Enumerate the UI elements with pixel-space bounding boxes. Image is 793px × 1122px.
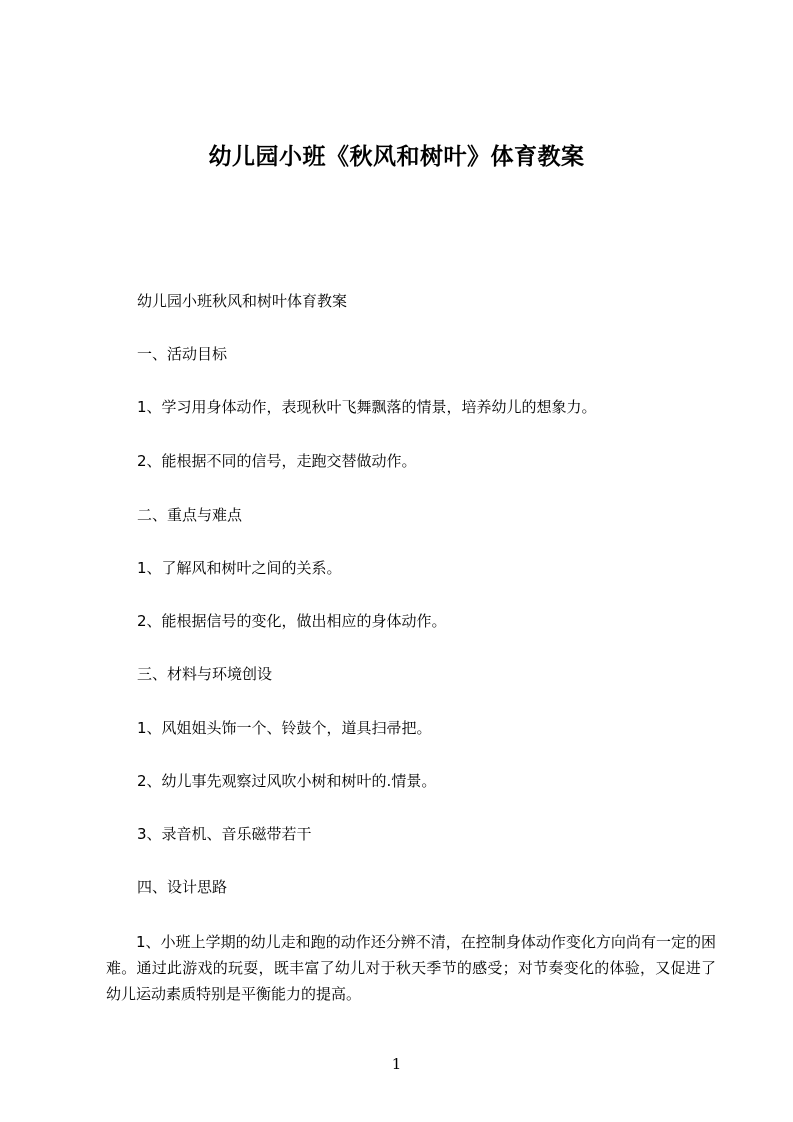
material-item-3: 3、录音机、音乐磁带若干 (137, 825, 312, 843)
key-point-item-1: 1、了解风和树叶之间的关系。 (137, 559, 342, 577)
design-paragraph: 1、小班上学期的幼儿走和跑的动作还分辨不清，在控制身体动作变化方向尚有一定的困难。通过此游戏的玩耍，既丰富了幼儿对于秋天季节的感受；对节奏变化的体验，又促进了幼儿运动素质特别是平衡能力的提高。 (106, 933, 716, 1003)
page-number: 1 (391, 1055, 402, 1073)
key-point-item-2: 2、能根据信号的变化，做出相应的身体动作。 (137, 612, 447, 630)
goal-item-2: 2、能根据不同的信号，走跑交替做动作。 (137, 452, 417, 470)
section-heading-materials: 三、材料与环境创设 (137, 665, 273, 683)
document-title: 幼儿园小班《秋风和树叶》体育教案 (208, 144, 585, 170)
subtitle-line: 幼儿园小班秋风和树叶体育教案 (137, 292, 348, 310)
section-heading-key-points: 二、重点与难点 (137, 506, 243, 524)
section-heading-goals: 一、活动目标 (137, 345, 228, 363)
material-item-1: 1、风姐姐头饰一个、铃鼓个，道具扫帚把。 (137, 719, 432, 737)
material-item-2: 2、幼儿事先观察过风吹小树和树叶的.情景。 (137, 772, 437, 790)
goal-item-1: 1、学习用身体动作，表现秋叶飞舞飘落的情景，培养幼儿的想象力。 (137, 398, 597, 416)
section-heading-design: 四、设计思路 (137, 878, 228, 896)
